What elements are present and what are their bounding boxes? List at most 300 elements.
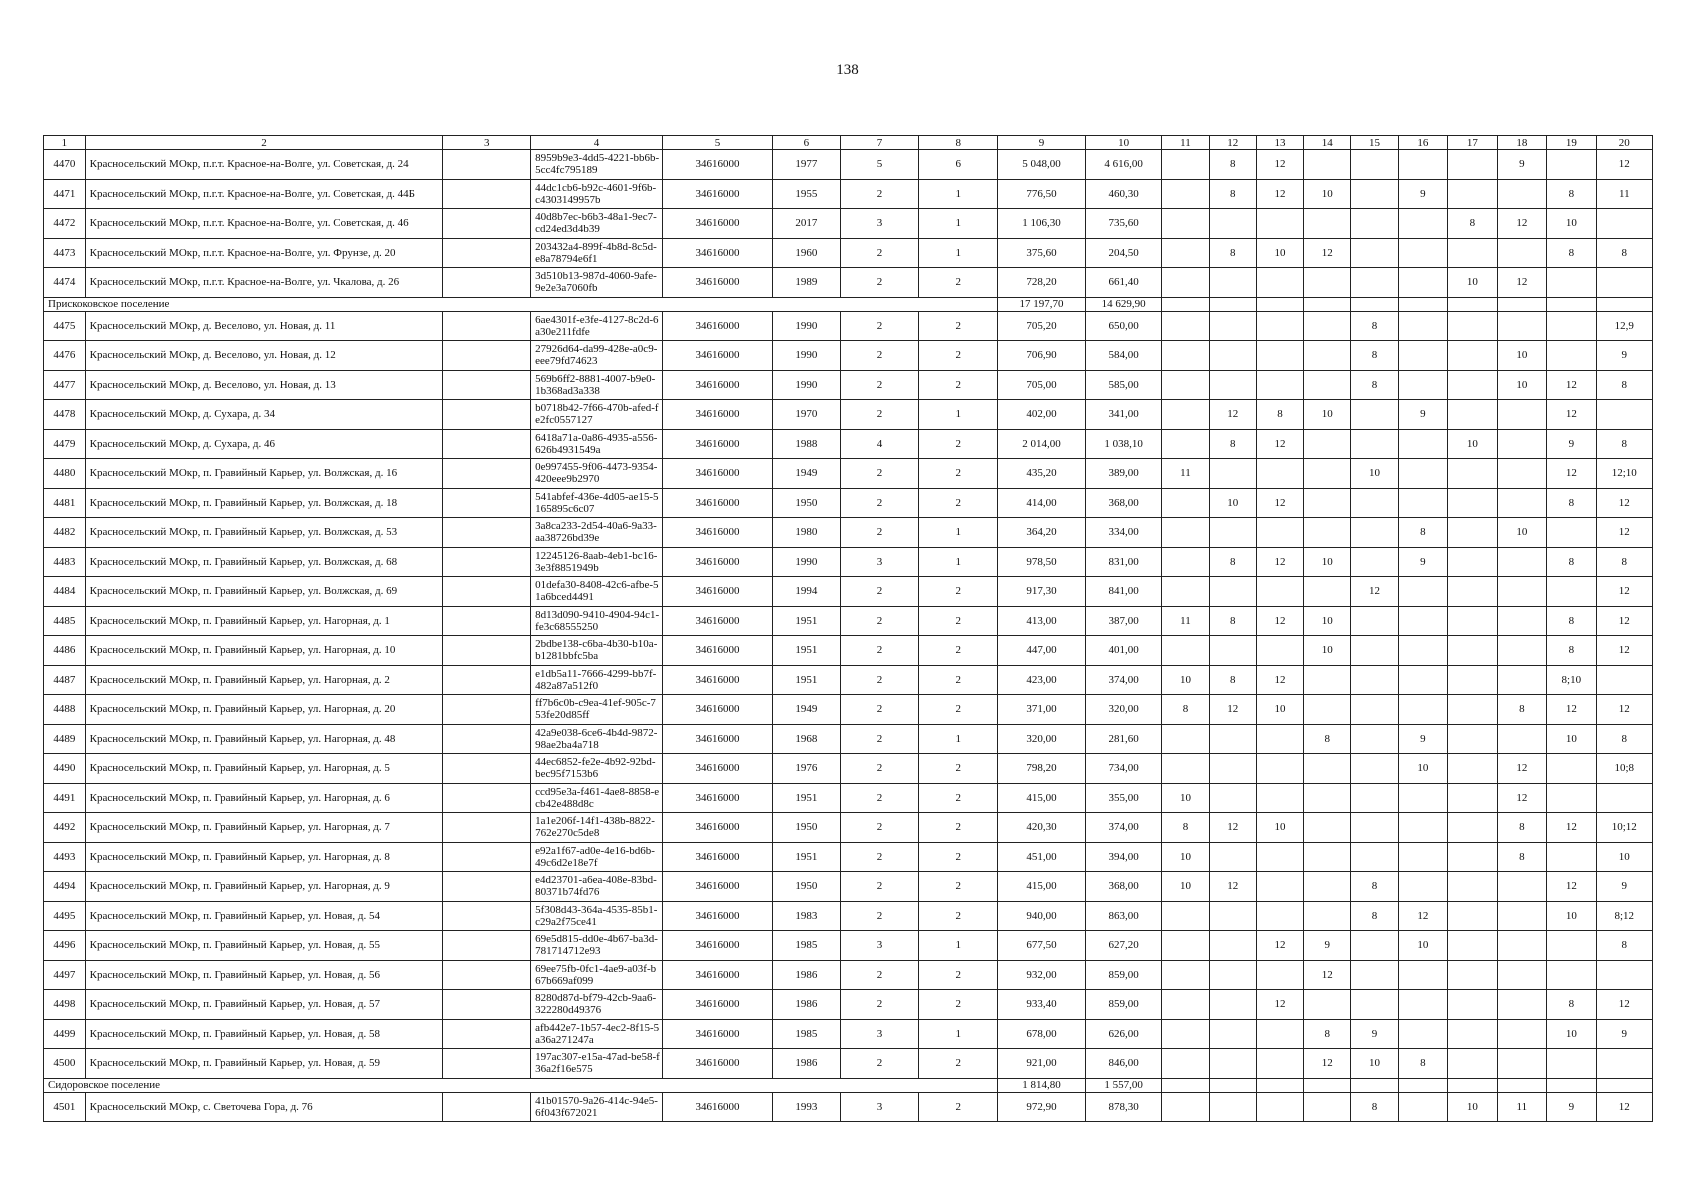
living-area-cell: 389,00 <box>1085 459 1162 489</box>
cell <box>1351 150 1398 180</box>
cell <box>1398 577 1448 607</box>
cell <box>1547 268 1597 298</box>
oktmo-cell: 34616000 <box>662 459 772 489</box>
cell <box>1162 268 1209 298</box>
living-area-cell: 320,00 <box>1085 695 1162 725</box>
cell <box>1351 813 1398 843</box>
table-row <box>44 695 1653 725</box>
cell <box>443 842 531 872</box>
cell <box>1162 297 1209 311</box>
row-number: 4478 <box>44 400 86 430</box>
cell <box>1351 179 1398 209</box>
row-number: 4473 <box>44 238 86 268</box>
cell: 10 <box>1448 429 1498 459</box>
address-cell: Красносельский МОкр, п.г.т. Красное-на-Волге, ул. Фрунзе, д. 20 <box>85 238 443 268</box>
cell <box>443 931 531 961</box>
table-row <box>44 429 1653 459</box>
cell <box>1256 209 1303 239</box>
cell <box>443 724 531 754</box>
living-area-cell: 341,00 <box>1085 400 1162 430</box>
cell: 12 <box>1209 695 1256 725</box>
row-number: 4494 <box>44 872 86 902</box>
guid-cell: 203432a4-899f-4b8d-8c5d-e8a78794e6f1 <box>531 238 663 268</box>
row-number: 4484 <box>44 577 86 607</box>
total-area-cell: 678,00 <box>998 1019 1086 1049</box>
total-area-cell: 5 048,00 <box>998 150 1086 180</box>
cell: 10 <box>1547 724 1597 754</box>
cell <box>1497 872 1547 902</box>
cell: 2 <box>840 1049 919 1079</box>
cell: 1 <box>919 179 998 209</box>
cell <box>1256 341 1303 371</box>
living-area-cell: 401,00 <box>1085 636 1162 666</box>
cell <box>1448 842 1498 872</box>
living-area-cell: 859,00 <box>1085 960 1162 990</box>
cell: 2 <box>840 636 919 666</box>
row-number: 4474 <box>44 268 86 298</box>
living-area-cell: 394,00 <box>1085 842 1162 872</box>
cell <box>443 990 531 1020</box>
cell <box>1209 311 1256 341</box>
guid-cell: 1a1e206f-14f1-438b-8822-762e270c5de8 <box>531 813 663 843</box>
cell <box>1547 842 1597 872</box>
year-cell: 1951 <box>773 783 841 813</box>
living-area-cell: 374,00 <box>1085 813 1162 843</box>
cell: 2 <box>919 1049 998 1079</box>
table-row <box>44 636 1653 666</box>
cell <box>1209 960 1256 990</box>
guid-cell: e1db5a11-7666-4299-bb7f-482a87a512f0 <box>531 665 663 695</box>
total-area-cell: 921,00 <box>998 1049 1086 1079</box>
cell <box>1497 931 1547 961</box>
cell: 2 <box>919 960 998 990</box>
total-area-cell: 423,00 <box>998 665 1086 695</box>
cell: 11 <box>1596 179 1652 209</box>
guid-cell: 01defa30-8408-42c6-afbe-51a6bced4491 <box>531 577 663 607</box>
cell: 2 <box>919 754 998 784</box>
cell <box>1256 1092 1303 1122</box>
cell: 2 <box>919 990 998 1020</box>
cell: 8 <box>1351 370 1398 400</box>
address-cell: Красносельский МОкр, п.г.т. Красное-на-Волге, ул. Советская, д. 44Б <box>85 179 443 209</box>
cell: 12 <box>1596 695 1652 725</box>
cell: 2 <box>919 311 998 341</box>
cell: 8 <box>1256 400 1303 430</box>
address-cell: Красносельский МОкр, п. Гравийный Карьер, ул. Нагорная, д. 2 <box>85 665 443 695</box>
oktmo-cell: 34616000 <box>662 488 772 518</box>
cell <box>1448 724 1498 754</box>
cell <box>1162 931 1209 961</box>
cell <box>1448 488 1498 518</box>
header-row <box>44 136 1653 150</box>
cell: 10 <box>1547 901 1597 931</box>
cell <box>1304 1092 1351 1122</box>
guid-cell: 541abfef-436e-4d05-ae15-5165895c6c07 <box>531 488 663 518</box>
cell <box>1209 268 1256 298</box>
cell: 12 <box>1256 150 1303 180</box>
living-area-cell: 878,30 <box>1085 1092 1162 1122</box>
cell <box>1304 901 1351 931</box>
cell: 12 <box>1596 577 1652 607</box>
cell <box>1398 783 1448 813</box>
cell: 8 <box>1162 695 1209 725</box>
cell: 2 <box>919 695 998 725</box>
cell: 2 <box>840 488 919 518</box>
cell <box>1497 577 1547 607</box>
cell: 12 <box>1547 400 1597 430</box>
guid-cell: 3a8ca233-2d54-40a6-9a33-aa38726bd39e <box>531 518 663 548</box>
cell: 9 <box>1497 150 1547 180</box>
cell <box>1497 179 1547 209</box>
cell <box>1162 724 1209 754</box>
cell <box>443 518 531 548</box>
cell <box>1209 370 1256 400</box>
cell <box>1351 547 1398 577</box>
cell: 11 <box>1497 1092 1547 1122</box>
cell: 8 <box>1547 488 1597 518</box>
cell: 2 <box>919 1092 998 1122</box>
cell <box>1398 459 1448 489</box>
cell <box>1547 311 1597 341</box>
cell: 3 <box>840 547 919 577</box>
cell <box>1209 990 1256 1020</box>
guid-cell: 27926d64-da99-428e-a0c9-eee79fd74623 <box>531 341 663 371</box>
oktmo-cell: 34616000 <box>662 990 772 1020</box>
cell <box>1162 1092 1209 1122</box>
year-cell: 1989 <box>773 268 841 298</box>
cell <box>1448 1049 1498 1079</box>
address-cell: Красносельский МОкр, п. Гравийный Карьер, ул. Новая, д. 55 <box>85 931 443 961</box>
cell <box>1398 872 1448 902</box>
cell: 8 <box>1209 429 1256 459</box>
guid-cell: 0e997455-9f06-4473-9354-420eee9b2970 <box>531 459 663 489</box>
living-area-cell: 4 616,00 <box>1085 150 1162 180</box>
column-header: 13 <box>1256 136 1303 150</box>
cell <box>443 636 531 666</box>
living-area-cell: 734,00 <box>1085 754 1162 784</box>
cell: 2 <box>840 842 919 872</box>
cell <box>1448 636 1498 666</box>
cell: 2 <box>840 783 919 813</box>
oktmo-cell: 34616000 <box>662 813 772 843</box>
cell <box>1351 695 1398 725</box>
cell: 8 <box>1547 606 1597 636</box>
cell <box>1256 311 1303 341</box>
cell: 10 <box>1209 488 1256 518</box>
cell: 12 <box>1596 1092 1652 1122</box>
cell <box>1162 1078 1209 1092</box>
oktmo-cell: 34616000 <box>662 960 772 990</box>
cell: 3 <box>840 209 919 239</box>
cell <box>1162 636 1209 666</box>
cell: 2 <box>840 813 919 843</box>
cell: 2 <box>840 901 919 931</box>
row-number: 4490 <box>44 754 86 784</box>
cell <box>1398 636 1448 666</box>
cell <box>1596 665 1652 695</box>
cell: 2 <box>840 724 919 754</box>
cell <box>1497 901 1547 931</box>
column-header: 4 <box>531 136 663 150</box>
year-cell: 1949 <box>773 695 841 725</box>
oktmo-cell: 34616000 <box>662 268 772 298</box>
cell: 1 <box>919 547 998 577</box>
cell <box>1547 1049 1597 1079</box>
cell <box>1596 268 1652 298</box>
cell: 1 <box>919 1019 998 1049</box>
table-row <box>44 370 1653 400</box>
row-number: 4471 <box>44 179 86 209</box>
cell <box>1398 990 1448 1020</box>
cell <box>1351 1078 1398 1092</box>
cell <box>1162 429 1209 459</box>
cell: 2 <box>840 577 919 607</box>
cell: 8 <box>1596 370 1652 400</box>
cell: 8 <box>1547 238 1597 268</box>
cell: 10 <box>1304 636 1351 666</box>
cell: 10 <box>1256 238 1303 268</box>
cell <box>1448 459 1498 489</box>
cell <box>1398 150 1448 180</box>
living-area-cell: 584,00 <box>1085 341 1162 371</box>
column-header: 16 <box>1398 136 1448 150</box>
year-cell: 1990 <box>773 341 841 371</box>
year-cell: 1950 <box>773 488 841 518</box>
cell <box>1448 341 1498 371</box>
address-cell: Красносельский МОкр, п. Гравийный Карьер, ул. Нагорная, д. 48 <box>85 724 443 754</box>
cell <box>1398 842 1448 872</box>
column-header: 18 <box>1497 136 1547 150</box>
cell: 9 <box>1398 724 1448 754</box>
cell: 2 <box>840 370 919 400</box>
cell <box>1351 636 1398 666</box>
total-area-cell: 677,50 <box>998 931 1086 961</box>
cell <box>1162 901 1209 931</box>
cell: 2 <box>840 179 919 209</box>
living-area-cell: 585,00 <box>1085 370 1162 400</box>
guid-cell: 41b01570-9a26-414c-94e5-6f043f672021 <box>531 1092 663 1122</box>
row-number: 4479 <box>44 429 86 459</box>
cell: 2 <box>919 459 998 489</box>
cell <box>1547 960 1597 990</box>
cell: 10 <box>1162 665 1209 695</box>
cell: 8 <box>1209 547 1256 577</box>
column-header: 19 <box>1547 136 1597 150</box>
cell <box>1448 547 1498 577</box>
cell: 2 <box>919 783 998 813</box>
address-cell: Красносельский МОкр, п.г.т. Красное-на-Волге, ул. Советская, д. 24 <box>85 150 443 180</box>
cell <box>443 547 531 577</box>
cell <box>1162 341 1209 371</box>
cell: 10 <box>1304 179 1351 209</box>
cell <box>1162 400 1209 430</box>
living-area-cell: 368,00 <box>1085 872 1162 902</box>
cell: 12;10 <box>1596 459 1652 489</box>
cell <box>1351 931 1398 961</box>
oktmo-cell: 34616000 <box>662 1049 772 1079</box>
cell: 12,9 <box>1596 311 1652 341</box>
cell: 12 <box>1497 783 1547 813</box>
cell <box>1448 238 1498 268</box>
cell: 12 <box>1256 606 1303 636</box>
cell: 2 <box>919 268 998 298</box>
section-total-area: 17 197,70 <box>998 297 1086 311</box>
section-label: Сидоровское поселение <box>44 1078 998 1092</box>
cell <box>1448 931 1498 961</box>
cell <box>1209 842 1256 872</box>
cell <box>1304 872 1351 902</box>
cell <box>1162 990 1209 1020</box>
cell <box>1304 429 1351 459</box>
cell: 8 <box>1448 209 1498 239</box>
column-header: 12 <box>1209 136 1256 150</box>
cell <box>1256 842 1303 872</box>
address-cell: Красносельский МОкр, п. Гравийный Карьер, ул. Нагорная, д. 5 <box>85 754 443 784</box>
cell: 10 <box>1162 783 1209 813</box>
cell: 8;12 <box>1596 901 1652 931</box>
cell: 12 <box>1596 518 1652 548</box>
cell: 2 <box>919 842 998 872</box>
cell: 8 <box>1209 665 1256 695</box>
cell: 9 <box>1596 872 1652 902</box>
oktmo-cell: 34616000 <box>662 724 772 754</box>
cell <box>1497 636 1547 666</box>
address-cell: Красносельский МОкр, д. Веселово, ул. Новая, д. 11 <box>85 311 443 341</box>
row-number: 4491 <box>44 783 86 813</box>
address-cell: Красносельский МОкр, п. Гравийный Карьер, ул. Нагорная, д. 8 <box>85 842 443 872</box>
cell <box>443 341 531 371</box>
cell: 10 <box>1448 268 1498 298</box>
table-row <box>44 459 1653 489</box>
cell: 10 <box>1162 842 1209 872</box>
cell <box>1398 1092 1448 1122</box>
cell <box>1162 547 1209 577</box>
cell <box>443 209 531 239</box>
guid-cell: 12245126-8aab-4eb1-bc16-3e3f8851949b <box>531 547 663 577</box>
cell <box>1351 429 1398 459</box>
cell <box>1256 297 1303 311</box>
cell <box>443 429 531 459</box>
guid-cell: 8d13d090-9410-4904-94c1-fe3c68555250 <box>531 606 663 636</box>
cell <box>1497 459 1547 489</box>
cell: 8 <box>1304 1019 1351 1049</box>
cell <box>1256 754 1303 784</box>
year-cell: 1990 <box>773 311 841 341</box>
cell <box>1351 960 1398 990</box>
cell: 12 <box>1596 636 1652 666</box>
cell <box>1398 209 1448 239</box>
cell <box>1398 606 1448 636</box>
cell <box>1351 518 1398 548</box>
cell: 1 <box>919 209 998 239</box>
cell <box>1209 1078 1256 1092</box>
year-cell: 1980 <box>773 518 841 548</box>
section-row <box>44 297 1653 311</box>
total-area-cell: 371,00 <box>998 695 1086 725</box>
oktmo-cell: 34616000 <box>662 150 772 180</box>
cell <box>1351 990 1398 1020</box>
cell <box>1256 370 1303 400</box>
cell: 12 <box>1547 813 1597 843</box>
living-area-cell: 859,00 <box>1085 990 1162 1020</box>
total-area-cell: 375,60 <box>998 238 1086 268</box>
cell <box>1398 695 1448 725</box>
cell: 9 <box>1398 179 1448 209</box>
cell: 10;8 <box>1596 754 1652 784</box>
cell <box>1162 960 1209 990</box>
cell: 4 <box>840 429 919 459</box>
row-number: 4488 <box>44 695 86 725</box>
section-living-area: 1 557,00 <box>1085 1078 1162 1092</box>
cell <box>1448 400 1498 430</box>
oktmo-cell: 34616000 <box>662 370 772 400</box>
oktmo-cell: 34616000 <box>662 665 772 695</box>
oktmo-cell: 34616000 <box>662 754 772 784</box>
cell: 8 <box>1497 695 1547 725</box>
cell: 8 <box>1596 931 1652 961</box>
guid-cell: 42a9e038-6ce6-4b4d-9872-98ae2ba4a718 <box>531 724 663 754</box>
cell <box>1162 179 1209 209</box>
cell: 12 <box>1209 813 1256 843</box>
cell: 1 <box>919 518 998 548</box>
cell: 10 <box>1497 370 1547 400</box>
cell: 2 <box>919 872 998 902</box>
address-cell: Красносельский МОкр, п. Гравийный Карьер, ул. Нагорная, д. 7 <box>85 813 443 843</box>
cell <box>1448 150 1498 180</box>
row-number: 4485 <box>44 606 86 636</box>
year-cell: 1951 <box>773 842 841 872</box>
cell: 8 <box>1398 518 1448 548</box>
column-header: 9 <box>998 136 1086 150</box>
cell <box>1304 150 1351 180</box>
year-cell: 1990 <box>773 547 841 577</box>
table-row <box>44 783 1653 813</box>
address-cell: Красносельский МОкр, п. Гравийный Карьер, ул. Волжская, д. 53 <box>85 518 443 548</box>
cell <box>443 872 531 902</box>
cell: 12 <box>1596 990 1652 1020</box>
cell <box>1304 209 1351 239</box>
column-header: 10 <box>1085 136 1162 150</box>
guid-cell: e92a1f67-ad0e-4e16-bd6b-49c6d2e18e7f <box>531 842 663 872</box>
cell: 12 <box>1256 931 1303 961</box>
cell: 10 <box>1398 754 1448 784</box>
cell: 10 <box>1547 1019 1597 1049</box>
cell <box>1256 518 1303 548</box>
table-row <box>44 990 1653 1020</box>
cell: 1 <box>919 238 998 268</box>
total-area-cell: 435,20 <box>998 459 1086 489</box>
cell: 10 <box>1497 341 1547 371</box>
cell: 2 <box>840 990 919 1020</box>
cell <box>1448 518 1498 548</box>
cell <box>1351 488 1398 518</box>
cell <box>1256 268 1303 298</box>
row-number: 4481 <box>44 488 86 518</box>
section-label: Прискоковское поселение <box>44 297 998 311</box>
cell <box>1398 297 1448 311</box>
cell: 9 <box>1398 547 1448 577</box>
table-row <box>44 238 1653 268</box>
address-cell: Красносельский МОкр, п. Гравийный Карьер, ул. Нагорная, д. 10 <box>85 636 443 666</box>
row-number: 4472 <box>44 209 86 239</box>
cell: 8 <box>1497 842 1547 872</box>
column-header: 17 <box>1448 136 1498 150</box>
cell <box>1547 931 1597 961</box>
cell <box>443 1049 531 1079</box>
cell: 8 <box>1596 429 1652 459</box>
guid-cell: 44dc1cb6-b92c-4601-9f6b-c4303149957b <box>531 179 663 209</box>
cell <box>1304 488 1351 518</box>
